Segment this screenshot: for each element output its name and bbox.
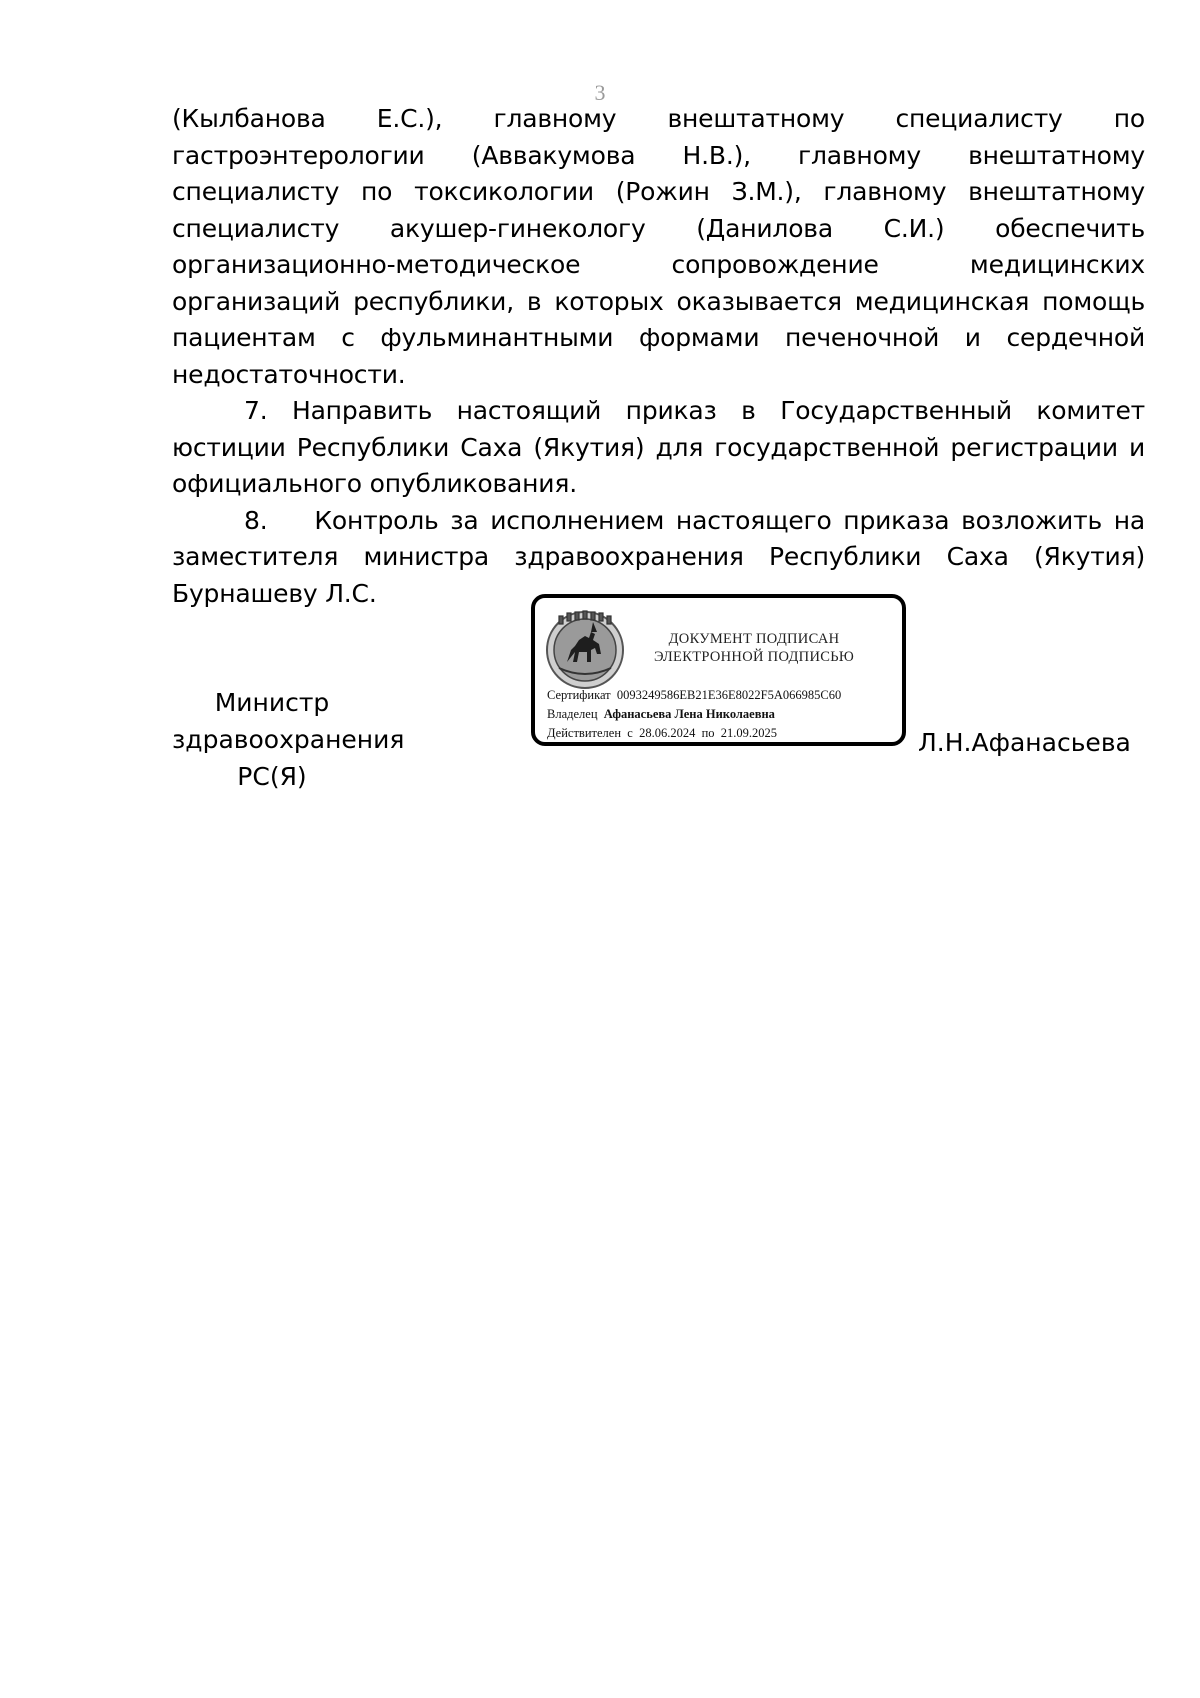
item-number: 8. <box>244 505 268 535</box>
stamp-certificate <box>547 688 841 703</box>
certificate-label: Сертификат <box>547 688 611 702</box>
owner-label: Владелец <box>547 707 598 721</box>
signatory-position-line: Министр <box>214 688 330 717</box>
validity-from-word: с <box>627 726 633 740</box>
item-text: Направить настоящий приказ в Государственный комитет юстиции Республики Саха (Якутия) для государственной регистрации и официального опубликования. <box>172 396 1145 498</box>
stamp-validity <box>547 726 777 741</box>
item-number: 7. <box>244 396 268 425</box>
validity-from: 28.06.2024 <box>639 726 696 740</box>
page-number: 3 <box>594 80 606 105</box>
paragraph-continued: (Кылбанова Е.С.), главному внештатному специалисту по гастроэнтерологии (Аввакумова Н.В.), главному внештатному специалисту по токсикологии (Рожин З.М.), главному внештатному специалисту акушер-гинекологу (Данилова С.И.) обеспечить организационно-методическое сопровождение медицинских организаций республики, в которых оказывается медицинская помощь пациентам с фульминантными формами печеночной и сердечной недостаточности. <box>172 104 1145 389</box>
signatory-position-line: РС(Я) <box>237 762 307 791</box>
signatory-name: Л.Н.Афанасьева <box>918 728 1131 757</box>
validity-to-word: по <box>701 726 715 740</box>
stamp-owner <box>547 707 775 722</box>
validity-label: Действителен <box>547 726 622 740</box>
stamp-heading-line: ЭЛЕКТРОННОЙ ПОДПИСЬЮ <box>653 649 855 665</box>
coat-of-arms-icon <box>545 610 625 690</box>
document-body <box>172 101 1145 612</box>
owner-value: Афанасьева Лена Николаевна <box>603 707 775 721</box>
signatory-position <box>172 684 405 795</box>
certificate-value: 0093249586EB21E36E8022F5A066985C60 <box>616 688 842 702</box>
validity-to: 21.09.2025 <box>720 726 778 740</box>
paragraph-item-7 <box>172 393 1145 503</box>
stamp-heading <box>631 630 877 666</box>
item-text: Контроль за исполнением настоящего приказа возложить на заместителя министра здравоохранения Республики Саха (Якутия) Бурнашеву Л.С. <box>172 505 1145 608</box>
stamp-heading-line: ДОКУМЕНТ ПОДПИСАН <box>668 631 840 647</box>
electronic-signature-stamp <box>531 594 906 746</box>
signatory-position-line: здравоохранения <box>172 725 405 754</box>
